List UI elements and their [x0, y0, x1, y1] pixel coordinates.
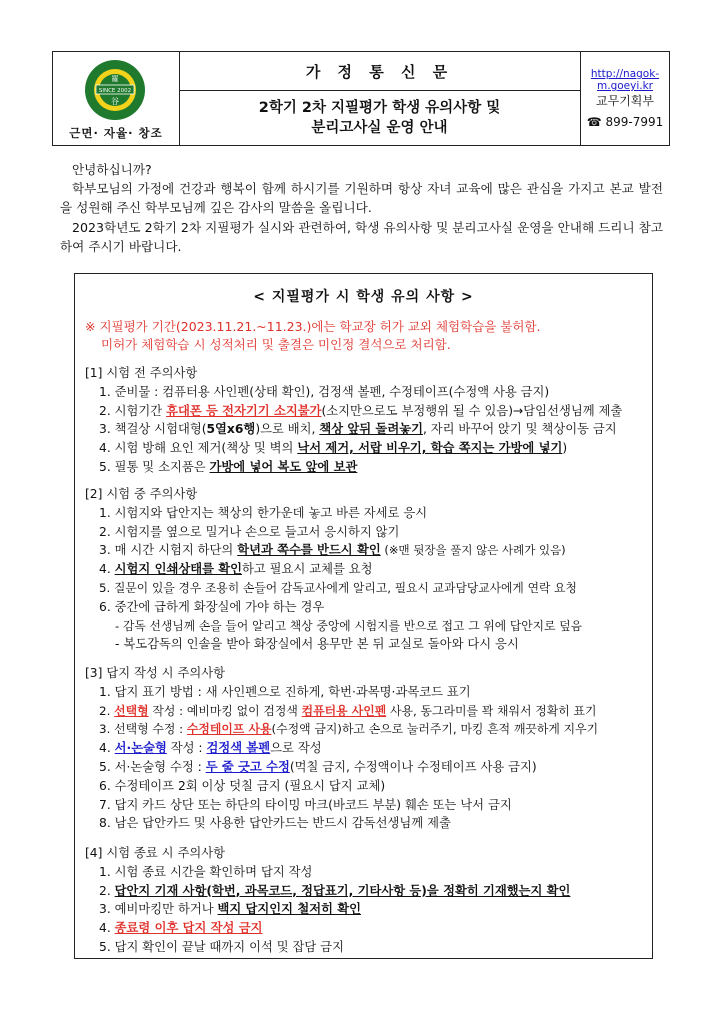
intro-text	[60, 160, 663, 256]
department-name: 교무기획부	[596, 94, 654, 108]
list-item: 2. 시험기간 휴대폰 등 전자기기 소지불가(소지만으로도 부정행위 될 수 있음)→담임선생님께 제출	[99, 403, 623, 418]
section-before-exam	[85, 364, 650, 477]
section-exam-end	[85, 844, 650, 957]
list-item: 3. 책걸상 시험대형(5열x6행)으로 배치, 책상 앞뒤 돌려놓기, 자리 바꾸어 앉기 및 책상이동 금지	[99, 422, 617, 437]
school-emblem	[84, 59, 146, 121]
intro-paragraph-2: 2023학년도 2학기 2차 지필평가 실시와 관련하여, 학생 유의사항 및 분리고사실 운영을 안내해 드리니 참고하여 주시기 바랍니다.	[60, 219, 663, 254]
title-cell	[179, 52, 581, 145]
school-url-link[interactable]: http://nagok-m.goeyi.kr	[590, 68, 660, 92]
section-heading: [4] 시험 종료 시 주의사항	[85, 846, 225, 860]
list-item: 2. 선택형 작성 : 예비마킹 없이 검정색 컴퓨터용 사인펜 사용, 동그라미를 꽉 채워서 정확히 표기	[99, 703, 597, 718]
warning-line-1: ※ 지필평가 기간(2023.11.21.~11.23.)에는 학교장 허가 교외 체험학습을 불허함.	[85, 319, 541, 334]
list-item: 5. 필통 및 소지품은 가방에 넣어 복도 앞에 보관	[99, 459, 358, 474]
list-item: 5. 답지 확인이 끝날 때까지 이석 및 잡담 금지	[99, 939, 344, 954]
section-heading: [1] 시험 전 주의사항	[85, 366, 198, 380]
subject-line-1: 2학기 2차 지필평가 학생 유의사항 및	[258, 99, 501, 116]
section-during-exam	[85, 485, 650, 654]
list-item: 5. 질문이 있을 경우 조용히 손들어 감독교사에게 알리고, 필요시 교과담당교사에게 연락 요청	[99, 580, 577, 595]
logo-letter-top: 羅	[111, 75, 119, 83]
list-item: 3. 예비마킹만 하거나 백지 답지인지 철저히 확인	[99, 902, 362, 917]
list-item: 1. 시험지와 답안지는 책상의 한가운데 놓고 바른 자세로 응시	[99, 505, 428, 520]
contact-cell	[580, 52, 670, 145]
list-item: 5. 서·논술형 수정 : 두 줄 긋고 수정(먹칠 금지, 수정액이나 수정테이프 사용 금지)	[99, 759, 537, 774]
intro-paragraph-1: 학부모님의 가정에 건강과 행복이 함께 하시기를 기원하며 항상 자녀 교육에 많은 관심을 가지고 본교 발전을 성원해 주신 학부모님께 깊은 감사의 말씀을 올립니다.	[60, 181, 663, 216]
notice-box-title: < 지필평가 시 학생 유의 사항 >	[253, 289, 474, 305]
greeting: 안녕하십니까?	[72, 162, 152, 177]
list-item: 2. 답안지 기재 사항(학번, 과목코드, 정답표기, 기타사항 등)을 정확히 기재했는지 확인	[99, 883, 571, 898]
list-item: 1. 답지 표기 방법 : 새 사인펜으로 진하게, 학번·과목명·과목코드 표기	[99, 684, 471, 699]
list-item: 6. 수정테이프 2회 이상 덧칠 금지 (필요시 답지 교체)	[99, 778, 386, 793]
school-motto: 근면· 자율· 창조	[69, 126, 163, 140]
section-heading: [2] 시험 중 주의사항	[85, 487, 198, 501]
list-item: 7. 답지 카드 상단 또는 하단의 타이밍 마크(바코드 부분) 훼손 또는 낙서 금지	[99, 797, 512, 812]
list-item: 4. 시험 방해 요인 제거(책상 및 벽의 낙서 제거, 서랍 비우기, 학습 쪽지는 가방에 넣기)	[99, 441, 568, 456]
section-heading: [3] 답지 작성 시 주의사항	[85, 666, 225, 680]
warning-line-2: 미허가 체험학습 시 성적처리 및 출결은 미인정 결석으로 처리함.	[101, 337, 451, 352]
logo-since-text: SINCE 2002	[98, 88, 132, 94]
list-item: 4. 서·논술형 작성 : 검정색 볼펜으로 작성	[99, 741, 322, 756]
logo-letter-bottom: 谷	[111, 97, 119, 106]
list-item: 1. 시험 종료 시간을 확인하며 답지 작성	[99, 864, 313, 879]
document-type-title: 가 정 통 신 문	[179, 52, 580, 91]
list-item: 3. 선택형 수정 : 수정테이프 사용(수정액 금지)하고 손으로 눌러주기, 마킹 흔적 깨끗하게 지우기	[99, 722, 599, 737]
list-item: 4. 종료령 이후 답지 작성 금지	[99, 921, 263, 936]
phone-number: ☎ 899-7991	[586, 115, 664, 129]
list-item: 2. 시험지를 옆으로 밀거나 손으로 들고서 응시하지 않기	[99, 524, 400, 539]
document-subject	[179, 90, 580, 145]
sub-item: - 복도감독의 인솔을 받아 화장실에서 용무만 본 뒤 교실로 돌아와 다시 응시	[115, 637, 519, 652]
notice-box	[74, 273, 653, 959]
subject-line-2: 분리고사실 운영 안내	[311, 119, 448, 136]
list-item: 1. 준비물 : 컴퓨터용 사인펜(상태 확인), 검정색 볼펜, 수정테이프(수정액 사용 금지)	[99, 384, 550, 399]
list-item: 6. 중간에 급하게 화장실에 가야 하는 경우	[99, 599, 325, 614]
sub-item: - 감독 선생님께 손을 들어 알리고 책상 중앙에 시험지를 반으로 접고 그 위에 답안지로 덮음	[115, 618, 583, 633]
school-logo-cell	[53, 52, 180, 145]
list-item: 8. 남은 답안카드 및 사용한 답안카드는 반드시 감독선생님께 제출	[99, 816, 451, 831]
header-table	[52, 51, 670, 146]
list-item: 4. 시험지 인쇄상태를 확인하고 필요시 교체를 요청	[99, 562, 373, 577]
section-answer-sheet	[85, 664, 650, 833]
list-item: 3. 매 시간 시험지 하단의 학년과 쪽수를 반드시 확인 (※맨 뒷장을 풀지 않은 사례가 있음)	[99, 543, 566, 558]
warning-notice	[85, 318, 645, 354]
